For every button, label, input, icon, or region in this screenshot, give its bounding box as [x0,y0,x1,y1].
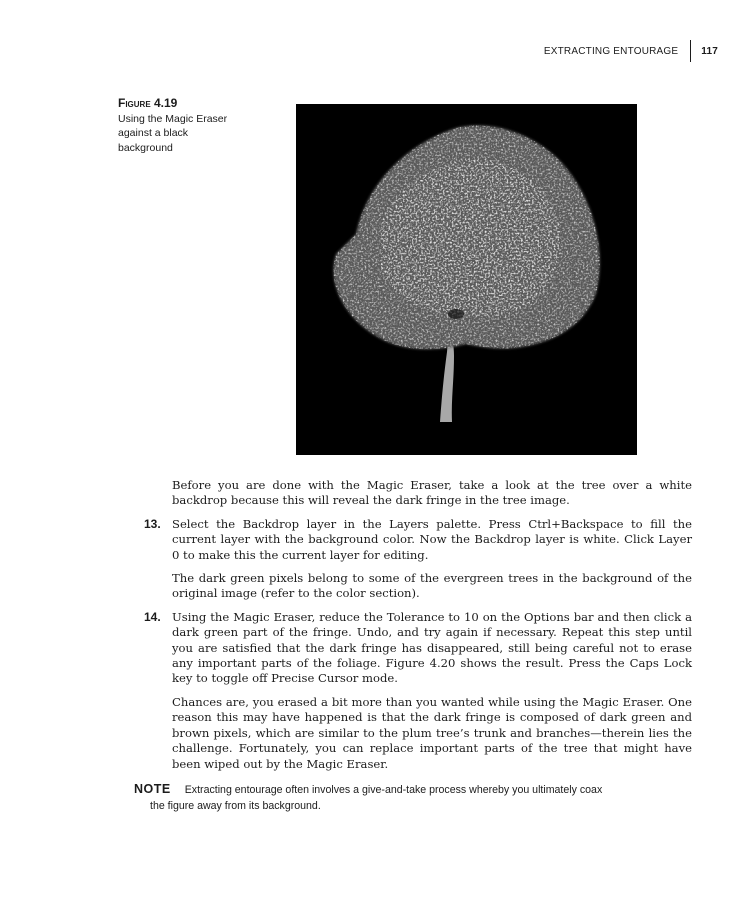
body-text [144,478,692,780]
step-14-followup: Chances are, you erased a bit more than you wanted while using the Magic Eraser. One reason this may have happened is that the dark fringe is composed of dark green and brown pixels, which are similar to the plum tree’s trunk and branches—therein lies the challenge. Fortunately, you can replace important parts of the tree that might have been wiped out by the Magic Eraser. [172,694,692,771]
running-head [544,40,718,62]
step-number: 14. [144,609,161,624]
page-number: 117 [701,45,718,57]
note-block [134,781,694,814]
figure-caption [118,96,228,155]
running-head-divider [690,40,691,62]
running-head-title: EXTRACTING ENTOURAGE [543,45,679,57]
step-13-followup: The dark green pixels belong to some of the evergreen trees in the background of the original image (refer to the color section). [172,571,692,601]
figure-label: Figure 4.19 [118,96,178,110]
step-14 [144,609,692,687]
canopy-dark-spot [448,309,464,319]
step-text: Using the Magic Eraser, reduce the Tolerance to 10 on the Options bar and then click a dark green part of the fringe. Undo, and try again if necessary. Repeat this step until you are satisfied that the dark fringe has disappeared, still being careful not to erase any important parts of the foliage. Figure 4.20 shows the result. Press the Caps Lock key to toggle off Precise Cursor mode. [172,609,692,686]
figure-caption-text: Using the Magic Eraser against a black background [118,112,228,154]
note-text-line1: Extracting entourage often involves a give-and-take process whereby you ultimately coax [184,784,603,796]
note-text-line2: the figure away from its background. [150,800,321,812]
step-number: 13. [144,516,161,531]
figure-tree-image [296,104,637,455]
tree-illustration [296,104,637,455]
intro-paragraph: Before you are done with the Magic Eraser, take a look at the tree over a white backdrop because this will reveal the dark fringe in the tree image. [172,478,692,508]
step-text: Select the Backdrop layer in the Layers palette. Press Ctrl+Backspace to fill the current layer with the background color. Now the Backdrop layer is white. Click Layer 0 to make this the current layer for editing. [172,516,692,562]
note-label: NOTE [134,782,171,796]
step-13 [144,516,692,563]
